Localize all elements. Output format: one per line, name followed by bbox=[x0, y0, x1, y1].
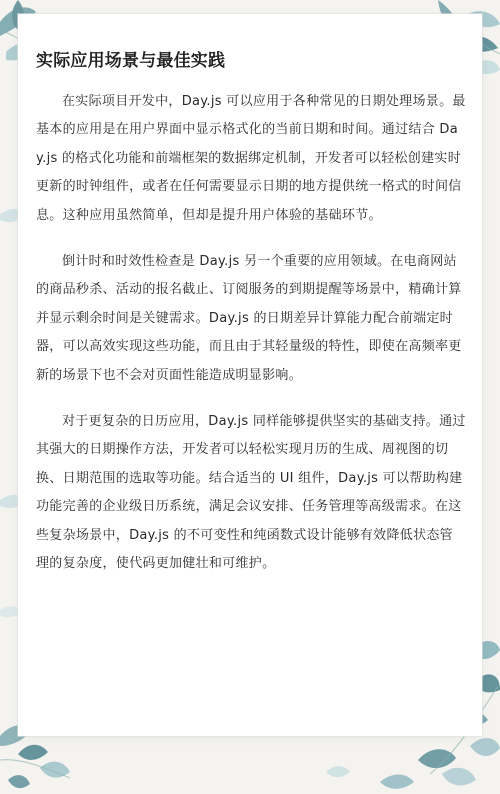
paragraph-1: 在实际项目开发中，Day.js 可以应用于各种常见的日期处理场景。最基本的应用是在用户界面中显示格式化的当前日期和时间。通过结合 Day.js 的格式化功能和前端框架的数据绑定机制，开发者可以轻松创建实时更新的时钟组件，或者在任何需要显示日期的地方提供统一格式的时间信息。这种应用虽然简单，但却是提升用户体验的基础环节。 bbox=[36, 94, 466, 223]
page-title: 实际应用场景与最佳实践 bbox=[36, 51, 226, 71]
paragraph-3: 对于更复杂的日历应用，Day.js 同样能够提供坚实的基础支持。通过其强大的日期操作方法，开发者可以轻松实现月历的生成、周视图的切换、日期范围的选取等功能。结合适当的 UI 组件，Day.js 可以帮助构建功能完善的企业级日历系统，满足会议安排、任务管理等高级需求。在这些复杂场景中，Day.js 的不可变性和纯函数式设计能够有效降低状态管理的复杂度，使代码更加健壮和可维护。 bbox=[36, 414, 466, 572]
article-card bbox=[18, 14, 482, 736]
paragraph-2: 倒计时和时效性检查是 Day.js 另一个重要的应用领域。在电商网站的商品秒杀、活动的报名截止、订阅服务的到期提醒等场景中，精确计算并显示剩余时间是关键需求。Day.js 的日期差异计算能力配合前端定时器，可以高效实现这些功能，而且由于其轻量级的特性，即使在高频率更新的场景下也不会对页面性能造成明显影响。 bbox=[36, 254, 462, 383]
